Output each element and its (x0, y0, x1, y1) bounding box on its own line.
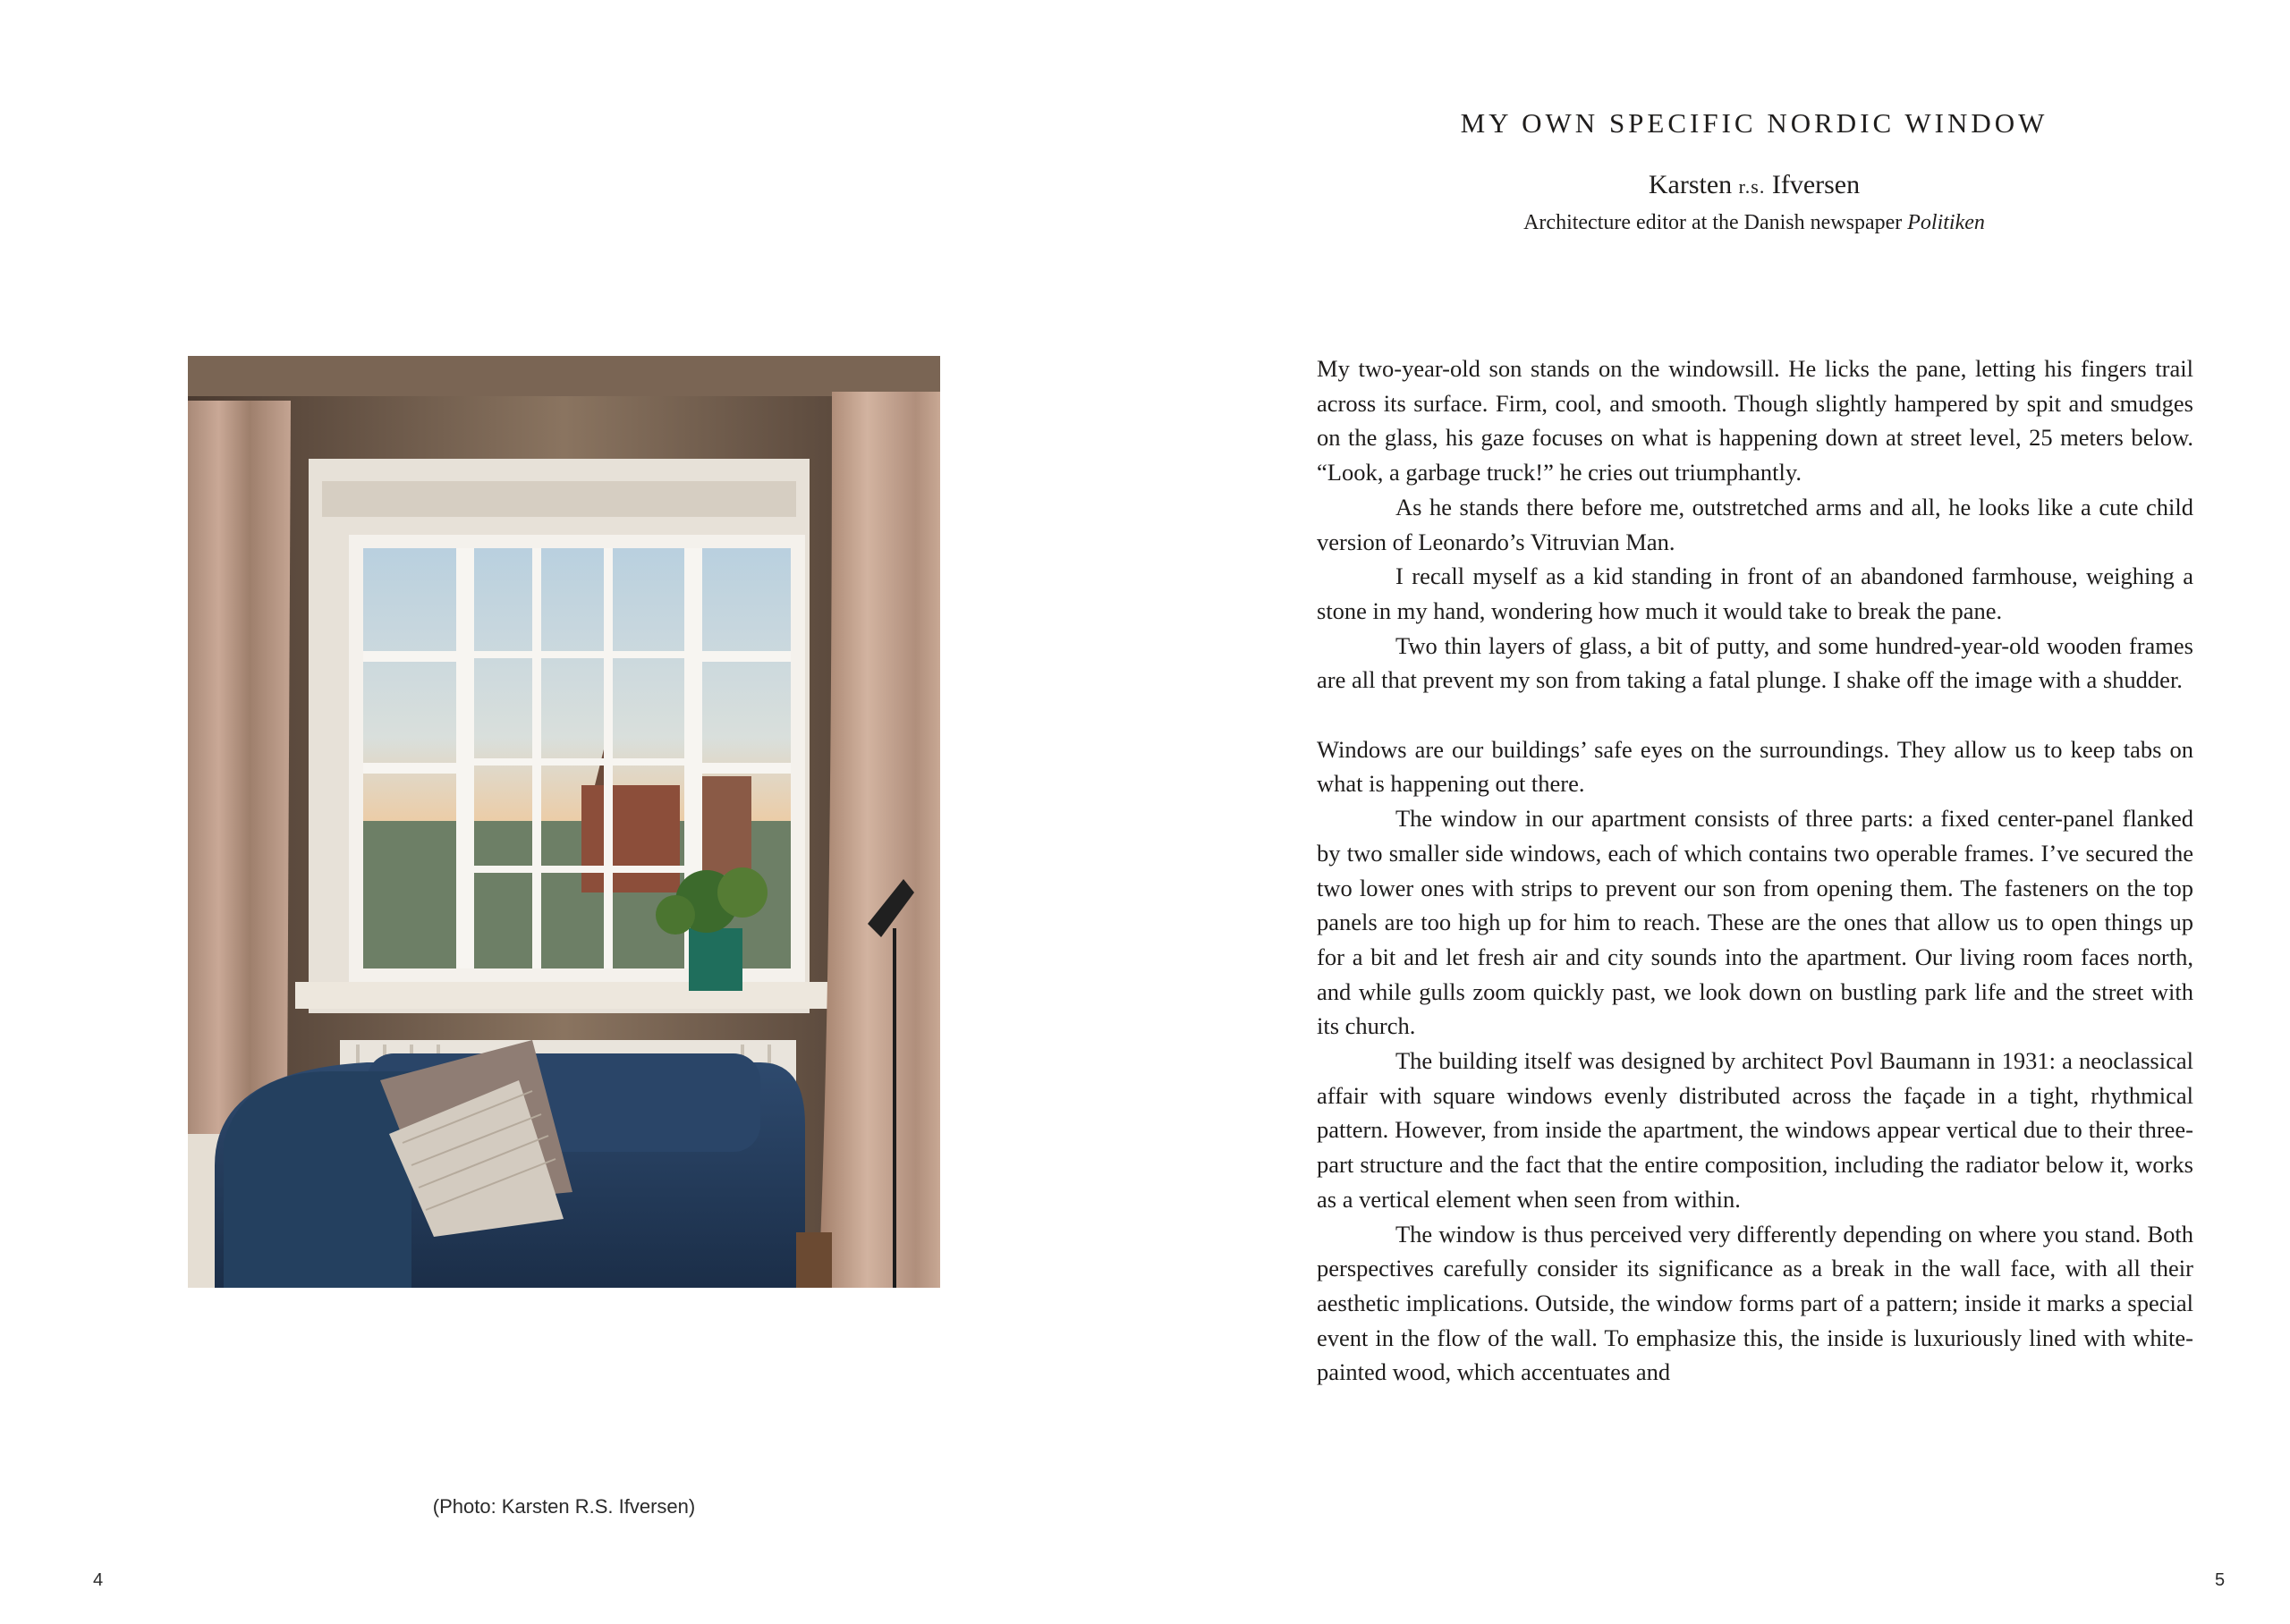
author-role-text: Architecture editor at the Danish newspaper (1523, 211, 1903, 234)
paragraph: The window in our apartment consists of three parts: a fixed center-panel flanked by two smaller side windows, each of which contains two operable frames. I’ve secured the two lower ones with strips to prevent our son from opening them. The fasteners on the top panels are too high up for him to reach. These are the ones that allow us to open things up for a bit and let fresh air and city sounds into the apartment. Our living room faces north, and while gulls zoom quickly past, we look down on bustling park life and the street with its church. (1317, 805, 2193, 1040)
paragraph: I recall myself as a kid standing in front of an abandoned farmhouse, weighing a stone in my hand, wondering how much it would take to break the pane. (1317, 562, 2193, 624)
essay-title: MY OWN SPECIFIC NORDIC WINDOW (1460, 107, 2048, 139)
page-number-right: 5 (2215, 1570, 2226, 1590)
publication-name: Politiken (1907, 211, 1985, 234)
paragraph: The building itself was designed by architect Povl Baumann in 1931: a neoclassical affair with square windows evenly distributed across the façade in a tight, rhythmical pattern. However, from inside the apartment, the windows appear vertical due to their three-part structure and the fact that the entire composition, including the radiator below it, works as a vertical element when seen from within. (1317, 1047, 2193, 1213)
essay-body (1317, 351, 2193, 1390)
author-last-name: Ifversen (1771, 170, 1861, 199)
author-initials: r.s. (1738, 175, 1766, 198)
author-role (1315, 211, 2193, 235)
paragraph: My two-year-old son stands on the windowsill. He licks the pane, letting his fingers trail across its surface. Firm, cool, and smooth. Though slightly hampered by spit and smudges on the glass, his gaze focuses on what is happening down at street level, 25 meters below. “Look, a garbage truck!” he cries out triumphantly. (1317, 355, 2193, 486)
photo-caption: (Photo: Karsten R.S. Ifversen) (432, 1495, 696, 1518)
paragraph: The window is thus perceived very differently depending on where you stand. Both perspectives carefully consider its significance as a break in the wall face, with all their aesthetic implications. Outside, the window forms part of a pattern; inside it marks a special event in the flow of the wall. To emphasize this, the inside is luxuriously lined with white-painted wood, which accentuates and (1317, 1220, 2193, 1386)
paragraph: As he stands there before me, outstretched arms and all, he looks like a cute child version of Leonardo’s Vitruvian Man. (1317, 493, 2193, 555)
window-photo-illustration (188, 356, 940, 1288)
paragraph: Two thin layers of glass, a bit of putty, and some hundred-year-old wooden frames are all that prevent my son from taking a fatal plunge. I shake off the image with a shudder. (1317, 631, 2193, 694)
page-number-left: 4 (93, 1570, 104, 1590)
author-first-name: Karsten (1648, 170, 1733, 199)
paragraph: Windows are our buildings’ safe eyes on the surroundings. They allow us to keep tabs on what is happening out there. (1317, 735, 2193, 798)
window-photo (188, 356, 940, 1288)
author-name (1315, 170, 2193, 200)
